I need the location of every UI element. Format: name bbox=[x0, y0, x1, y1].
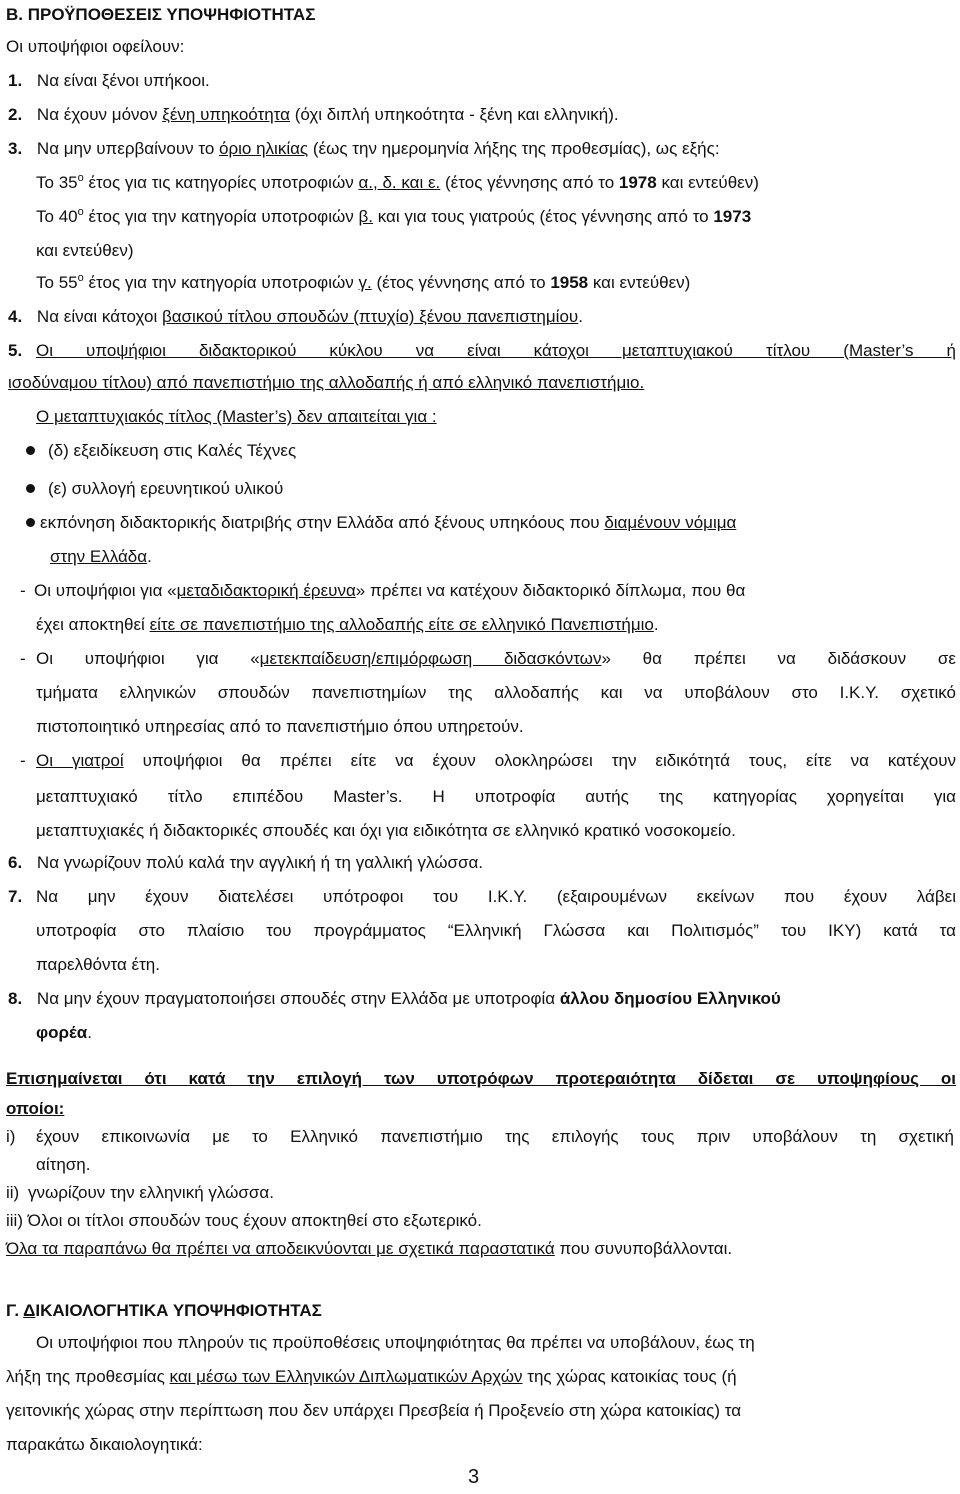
item-text-bold: άλλου δημοσίου Ελληνικού bbox=[559, 989, 781, 1008]
item-number: 1. bbox=[8, 71, 23, 90]
dash-text: » θα πρέπει να διδάσκουν σε bbox=[601, 649, 956, 668]
priority-text: γνωρίζουν την ελληνική γλώσσα. bbox=[27, 1183, 274, 1202]
item-7-line-3: παρελθόντα έτη. bbox=[36, 955, 160, 974]
roman-number: iii) bbox=[6, 1211, 23, 1230]
note-underlined: Όλα τα παραπάνω θα πρέπει να αποδεικνύονται με σχετικά παραστατικά bbox=[6, 1239, 555, 1258]
age-text: έτος για την κατηγορία υποτροφιών bbox=[83, 207, 359, 226]
superscript: ο bbox=[77, 272, 84, 284]
item-text-underlined: όριο ηλικίας bbox=[219, 139, 309, 158]
age-limit-line bbox=[36, 172, 759, 194]
priority-item bbox=[6, 1182, 274, 1204]
master-note: Ο μεταπτυχιακός τίτλος (Master’s) δεν απαιτείται για : bbox=[36, 407, 437, 426]
age-text: και εντεύθεν) bbox=[656, 173, 759, 192]
dash-mark: - bbox=[20, 751, 26, 770]
item-text: Να μην έχουν πραγματοποιήσει σπουδές στην Ελλάδα με υποτροφία bbox=[36, 989, 560, 1008]
item-text-underlined: ξένη υπηκοότητα bbox=[162, 105, 290, 124]
item-number: 4. bbox=[8, 307, 23, 326]
age-limit-line bbox=[36, 206, 751, 228]
category-underlined: β. bbox=[358, 207, 373, 226]
age-text: και για τους γιατρούς (έτος γέννησης από το bbox=[373, 207, 714, 226]
bullet-icon bbox=[26, 518, 35, 527]
superscript: ο bbox=[77, 172, 84, 184]
section-c-para: παρακάτω δικαιολογητικά: bbox=[6, 1435, 203, 1454]
para-text-underlined: και μέσω των Ελληνικών Διπλωματικών Αρχών bbox=[169, 1367, 523, 1386]
item-5-line-1: Οι υποψήφιοι διδακτορικού κύκλου να είναι κάτοχοι μεταπτυχιακού τίτλου (Master’s ή bbox=[36, 341, 956, 360]
list-item bbox=[8, 306, 583, 328]
item-number: 5. bbox=[8, 341, 23, 360]
section-c-para: Οι υποψήφιοι που πληρούν τις προϋποθέσεις υποψηφιότητας θα πρέπει να υποβάλουν, έως τη bbox=[36, 1333, 755, 1352]
priority-note bbox=[6, 1238, 732, 1260]
dash-item-cont bbox=[36, 614, 659, 636]
roman-number: ii) bbox=[6, 1183, 20, 1202]
dash-text: » πρέπει να κατέχουν διδακτορικό δίπλωμα, που θα bbox=[355, 581, 746, 600]
age-text: Το 35 bbox=[36, 173, 78, 192]
title-text: ΙΚΑΙΟΛΟΓΗΤΙΚΑ ΥΠΟΨΗΦΙΟΤΗΤΑΣ bbox=[35, 1301, 322, 1320]
title-text: Γ. bbox=[6, 1301, 24, 1320]
dash-text: . bbox=[653, 615, 659, 634]
age-text: Το 55 bbox=[36, 273, 78, 292]
dash-mark: - bbox=[20, 649, 26, 668]
item-text: . bbox=[578, 307, 583, 326]
section-b-intro: Οι υποψήφιοι οφείλουν: bbox=[6, 37, 185, 56]
list-item bbox=[8, 70, 210, 92]
section-c-para bbox=[6, 1366, 737, 1388]
list-item bbox=[8, 104, 619, 126]
bullet-item: (δ) εξειδίκευση στις Καλές Τέχνες bbox=[48, 441, 297, 460]
item-text: Να μην υπερβαίνουν το bbox=[36, 139, 220, 158]
birth-year: 1958 bbox=[550, 273, 589, 292]
bullet-item bbox=[40, 512, 736, 534]
priority-item bbox=[6, 1210, 482, 1232]
item-5-line-2: ισοδύναμου τίτλου) από πανεπιστήμιο της αλλοδαπής ή από ελληνικό πανεπιστήμιο. bbox=[8, 373, 645, 392]
age-text: (έτος γέννησης από το bbox=[371, 273, 551, 292]
bullet-icon bbox=[26, 484, 35, 493]
dash-text-underlined: μετεκπαίδευση/επιμόρφωση διδασκόντων bbox=[259, 649, 602, 668]
category-underlined: α., δ. και ε. bbox=[358, 173, 441, 192]
item-number: 3. bbox=[8, 139, 23, 158]
bullet-text: εκπόνηση διδακτορικής διατριβής στην Ελλάδα από ξένους υπηκόους που bbox=[40, 513, 605, 532]
item-text: . bbox=[87, 1023, 92, 1042]
dash-item bbox=[34, 580, 745, 602]
birth-year: 1973 bbox=[713, 207, 752, 226]
priority-heading: Επισημαίνεται ότι κατά την επιλογή των υποτρόφων προτεραιότητα δίδεται σε υποψηφίους οι bbox=[6, 1069, 956, 1088]
dash-text: Οι υποψήφιοι για « bbox=[34, 581, 177, 600]
item-text: Να είναι κάτοχοι bbox=[36, 307, 162, 326]
dash-text: έχει αποκτηθεί bbox=[36, 615, 150, 634]
item-text: Να έχουν μόνον bbox=[36, 105, 163, 124]
dash-item-cont: μεταπτυχιακές ή διδακτορικές σπουδές και όχι για ειδικότητα σε ελληνικό κρατικό νοσοκομείο. bbox=[36, 821, 736, 840]
list-item-cont bbox=[36, 1022, 92, 1044]
item-text-underlined: βασικού τίτλου σπουδών (πτυχίο) ξένου πανεπιστημίου bbox=[161, 307, 579, 326]
dash-text-underlined: μεταδιδακτορική έρευνα bbox=[176, 581, 356, 600]
list-item bbox=[8, 852, 483, 874]
bullet-icon bbox=[26, 446, 35, 455]
note-text: που συνυποβάλλονται. bbox=[554, 1239, 733, 1258]
title-letter-underlined: Δ bbox=[23, 1301, 36, 1320]
para-text: λήξη της προθεσμίας bbox=[6, 1367, 170, 1386]
item-text: (όχι διπλή υπηκοότητα - ξένη και ελληνική). bbox=[290, 105, 619, 124]
bullet-item-cont bbox=[50, 546, 152, 568]
dash-item-cont: μεταπτυχιακό τίτλο επιπέδου Master’s. Η υποτροφία αυτής της κατηγορίας χορηγείται για bbox=[36, 787, 956, 806]
list-item bbox=[8, 988, 781, 1010]
priority-item-cont: αίτηση. bbox=[36, 1155, 91, 1174]
item-7-line-1: Να μην έχουν διατελέσει υπότροφοι του Ι.Κ.Υ. (εξαιρουμένων εκείνων που έχουν λάβει bbox=[36, 887, 956, 906]
dash-text: Οι υποψήφιοι για « bbox=[36, 649, 260, 668]
dash-item-cont: πιστοποιητικό υπηρεσίας από το πανεπιστήμιο όπου υπηρετούν. bbox=[36, 717, 524, 736]
category-underlined: γ. bbox=[358, 273, 372, 292]
dash-text-underlined: Οι γιατροί bbox=[36, 751, 124, 770]
superscript: ο bbox=[77, 206, 84, 218]
age-text: έτος για την κατηγορία υποτροφιών bbox=[83, 273, 359, 292]
age-text: και εντεύθεν) bbox=[588, 273, 691, 292]
dash-item bbox=[36, 750, 956, 772]
age-limit-line-cont: και εντεύθεν) bbox=[36, 241, 134, 260]
age-text: (έτος γέννησης από το bbox=[440, 173, 619, 192]
item-text-bold: φορέα bbox=[36, 1023, 88, 1042]
priority-item: έχουν επικοινωνία με το Ελληνικό πανεπιστήμιο της επιλογής τους πριν υποβάλουν τη σχετική bbox=[36, 1127, 954, 1146]
para-text: της χώρας κατοικίας τους (ή bbox=[522, 1367, 737, 1386]
item-text: (έως την ημερομηνία λήξης της προθεσμίας), ως εξής: bbox=[308, 139, 720, 158]
item-text: Να γνωρίζουν πολύ καλά την αγγλική ή τη γαλλική γλώσσα. bbox=[36, 853, 484, 872]
dash-item bbox=[36, 648, 956, 670]
dash-text-underlined: είτε σε πανεπιστήμιο της αλλοδαπής είτε σε ελληνικό Πανεπιστήμιο bbox=[149, 615, 654, 634]
list-item bbox=[8, 138, 720, 160]
bullet-text: . bbox=[147, 547, 152, 566]
bullet-item: (ε) συλλογή ερευνητικού υλικού bbox=[48, 479, 284, 498]
age-text: Το 40 bbox=[36, 207, 78, 226]
item-number: 2. bbox=[8, 105, 23, 124]
item-number: 6. bbox=[8, 853, 23, 872]
dash-item-cont: τμήματα ελληνικών σπουδών πανεπιστημίων της αλλοδαπής και να υποβάλουν στο Ι.Κ.Υ. σχετικό bbox=[36, 683, 956, 702]
item-number: 7. bbox=[8, 887, 23, 906]
item-7-line-2: υποτροφία στο πλαίσιο του προγράμματος “Ελληνική Γλώσσα και Πολιτισμός” του ΙΚΥ) κατά τα bbox=[36, 921, 956, 940]
bullet-text-underlined: στην Ελλάδα bbox=[50, 547, 148, 566]
section-b-title: Β. ΠΡΟΫΠΟΘΕΣΕΙΣ ΥΠΟΨΗΦΙΟΤΗΤΑΣ bbox=[6, 5, 316, 24]
item-text: Να είναι ξένοι υπήκοοι. bbox=[36, 71, 210, 90]
section-c-title bbox=[6, 1300, 322, 1322]
priority-heading-cont: οποίοι: bbox=[6, 1099, 65, 1118]
bullet-text-underlined: διαμένουν νόμιμα bbox=[604, 513, 737, 532]
section-c-para: γειτονικής χώρας στην περίπτωση που δεν υπάρχει Πρεσβεία ή Προξενείο στη χώρα κατοικίας) τα bbox=[6, 1401, 742, 1420]
age-limit-line bbox=[36, 272, 690, 294]
priority-text: Όλοι οι τίτλοι σπουδών τους έχουν αποκτηθεί στο εξωτερικό. bbox=[27, 1211, 482, 1230]
page-number: 3 bbox=[468, 1466, 480, 1488]
roman-number: i) bbox=[6, 1127, 16, 1146]
item-number: 8. bbox=[8, 989, 23, 1008]
age-text: έτος για τις κατηγορίες υποτροφιών bbox=[83, 173, 359, 192]
dash-text: υποψήφιοι θα πρέπει είτε να έχουν ολοκληρώσει την ειδικότητά τους, είτε να κατέχουν bbox=[123, 751, 956, 770]
birth-year: 1978 bbox=[618, 173, 657, 192]
dash-mark: - bbox=[20, 581, 26, 600]
